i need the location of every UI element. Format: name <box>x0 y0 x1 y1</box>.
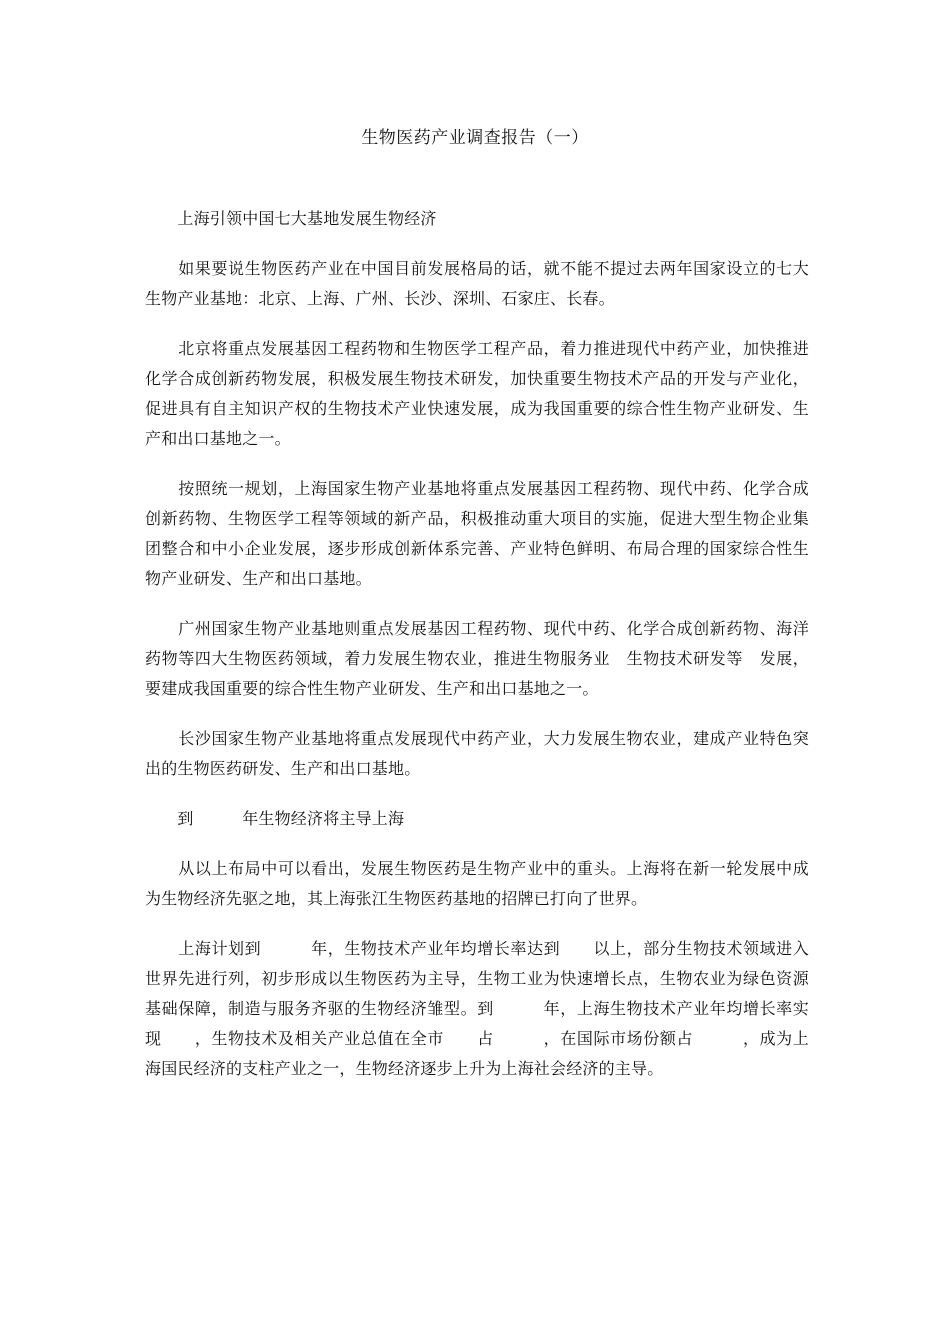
paragraph-beijing: 北京将重点发展基因工程药物和生物医学工程产品，着力推进现代中药产业，加快推进化学合成创新药物发展，积极发展生物技术研发，加快重要生物技术产品的开发与产业化，促进具有自主知识产权的生物技术产业快速发展，成为我国重要的综合性生物产业研发、生产和出口基地之一。 <box>145 339 809 448</box>
document-title: 生物医药产业调查报告（一） <box>361 128 589 148</box>
document-body <box>145 204 809 1104</box>
section-heading-shanghai: 到 年生物经济将主导上海 <box>145 809 405 828</box>
paragraph-shanghai-plan: 按照统一规划，上海国家生物产业基地将重点发展基因工程药物、现代中药、化学合成创新药物、生物医学工程等领域的新产品，积极推动重大项目的实施，促进大型生物企业集团整合和中小企业发展，逐步形成创新体系完善、产业特色鲜明、布局合理的国家综合性生物产业研发、生产和出口基地。 <box>145 479 809 588</box>
paragraph-changsha: 长沙国家生物产业基地将重点发展现代中药产业，大力发展生物农业，建成产业特色突出的生物医药研发、生产和出口基地。 <box>145 729 809 778</box>
section-heading-bases: 上海引领中国七大基地发展生物经济 <box>145 209 437 228</box>
paragraph-layout-summary: 从以上布局中可以看出，发展生物医药是生物产业中的重头。上海将在新一轮发展中成为生物经济先驱之地，其上海张江生物医药基地的招牌已打向了世界。 <box>145 859 809 908</box>
paragraph-shanghai-targets: 上海计划到 年，生物技术产业年均增长率达到 以上，部分生物技术领域进入世界先进行列，初步形成以生物医药为主导，生物工业为快速增长点，生物农业为绿色资源基础保障，制造与服务齐驱的生物经济雏型。到 年，上海生物技术产业年均增长率实现 ，生物技术及相关产业总值在全市 占 ，在国际市场份额占 ，成为上海国民经济的支柱产业之一，生物经济逐步上升为上海社会经济的主导。 <box>145 939 809 1078</box>
paragraph-guangzhou: 广州国家生物产业基地则重点发展基因工程药物、现代中药、化学合成创新药物、海洋药物等四大生物医药领域，着力发展生物农业，推进生物服务业 生物技术研发等 发展，要建成我国重要的综合性生物产业研发、生产和出口基地之一。 <box>145 619 809 698</box>
paragraph-seven-bases: 如果要说生物医药产业在中国目前发展格局的话，就不能不提过去两年国家设立的七大生物产业基地：北京、上海、广州、长沙、深圳、石家庄、长春。 <box>145 259 809 308</box>
